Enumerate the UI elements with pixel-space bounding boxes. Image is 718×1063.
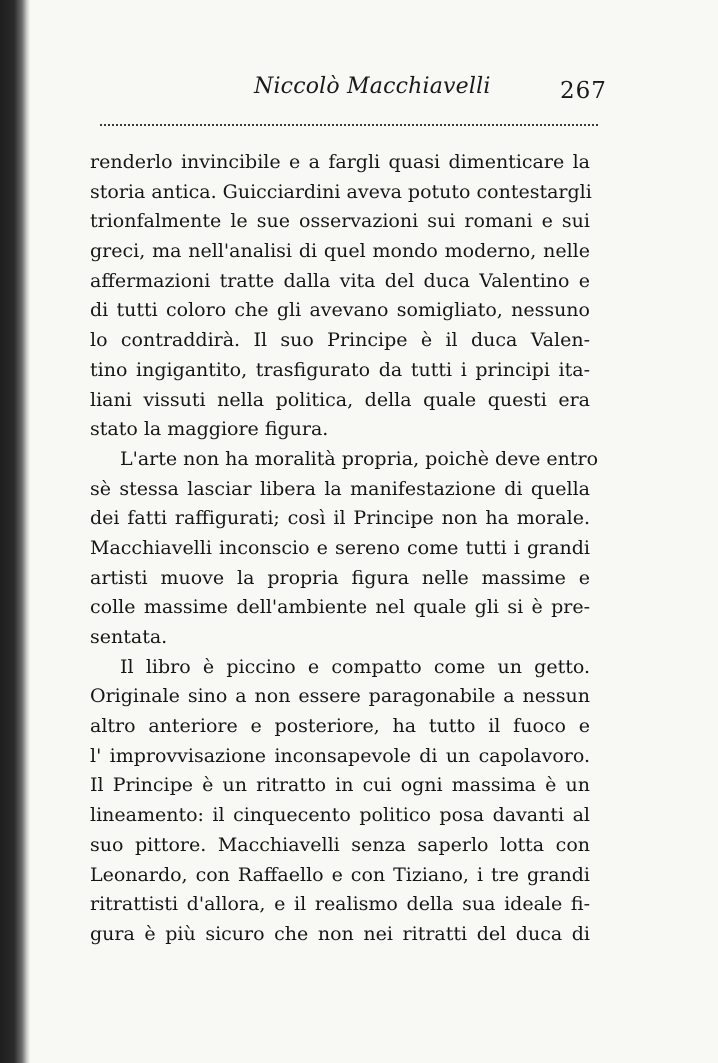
body-text: [90, 148, 599, 950]
text-line: tino ingigantito, trasfigurato da tutti i principi ita-: [90, 358, 590, 381]
text-line: colle massime dell'ambiente nel quale gli si è pre-: [90, 596, 590, 619]
text-line: l' improvvisazione inconsapevole di un capolavoro.: [90, 744, 590, 767]
text-line: sè stessa lasciar libera la manifestazione di quella: [90, 477, 590, 500]
text-line: gura è più sicuro che non nei ritratti del duca di: [90, 922, 590, 945]
text-line: liani vissuti nella politica, della quale questi era: [90, 388, 590, 411]
text-line: storia antica. Guicciardini aveva potuto contestargli: [90, 180, 592, 203]
page-binding-shadow: [0, 0, 30, 1063]
text-line: Macchiavelli inconscio e sereno come tutti i grandi: [90, 536, 590, 559]
text-line: altro anteriore e posteriore, ha tutto il fuoco e: [90, 715, 590, 738]
text-line: suo pittore. Macchiavelli senza saperlo lotta con: [90, 833, 590, 856]
text-line: greci, ma nell'analisi di quel mondo moderno, nelle: [90, 240, 590, 263]
text-line: lo contraddirà. Il suo Principe è il duca Valen-: [90, 329, 590, 352]
page-number: 267: [560, 78, 607, 104]
paragraph-2: [90, 445, 599, 653]
text-line: stato la maggiore figura.: [90, 418, 329, 441]
text-line: ritrattisti d'allora, e il realismo della sua ideale fi-: [90, 893, 590, 916]
text-line: lineamento: il cinquecento politico posa davanti al: [90, 804, 590, 827]
running-head: Niccolò Macchiavelli: [254, 74, 491, 99]
text-line: Il Principe è un ritratto in cui ogni massima è un: [90, 774, 590, 797]
text-line: Leonardo, con Raffaello e con Tiziano, i tre grandi: [90, 863, 590, 886]
text-line: Originale sino a non essere paragonabile a nessun: [90, 685, 590, 708]
text-line: sentata.: [90, 626, 168, 648]
text-line: affermazioni tratte dalla vita del duca Valentino e: [90, 269, 590, 292]
text-line: dei fatti raffigurati; così il Principe non ha morale.: [90, 507, 590, 530]
text-line: renderlo invincibile e a fargli quasi dimenticare la: [90, 151, 590, 173]
header-rule: [100, 124, 598, 126]
text-line: L'arte non ha moralità propria, poichè deve entro: [120, 447, 599, 470]
text-line: artisti muove la propria figura nelle massime e: [90, 566, 590, 589]
text-line: Il libro è piccino e compatto come un getto.: [120, 655, 590, 678]
text-line: trionfalmente le sue osservazioni sui romani e sui: [90, 210, 590, 233]
paragraph-1: [90, 148, 590, 445]
paragraph-3: [90, 653, 590, 950]
text-line: di tutti coloro che gli avevano somigliato, nessuno: [90, 299, 590, 322]
